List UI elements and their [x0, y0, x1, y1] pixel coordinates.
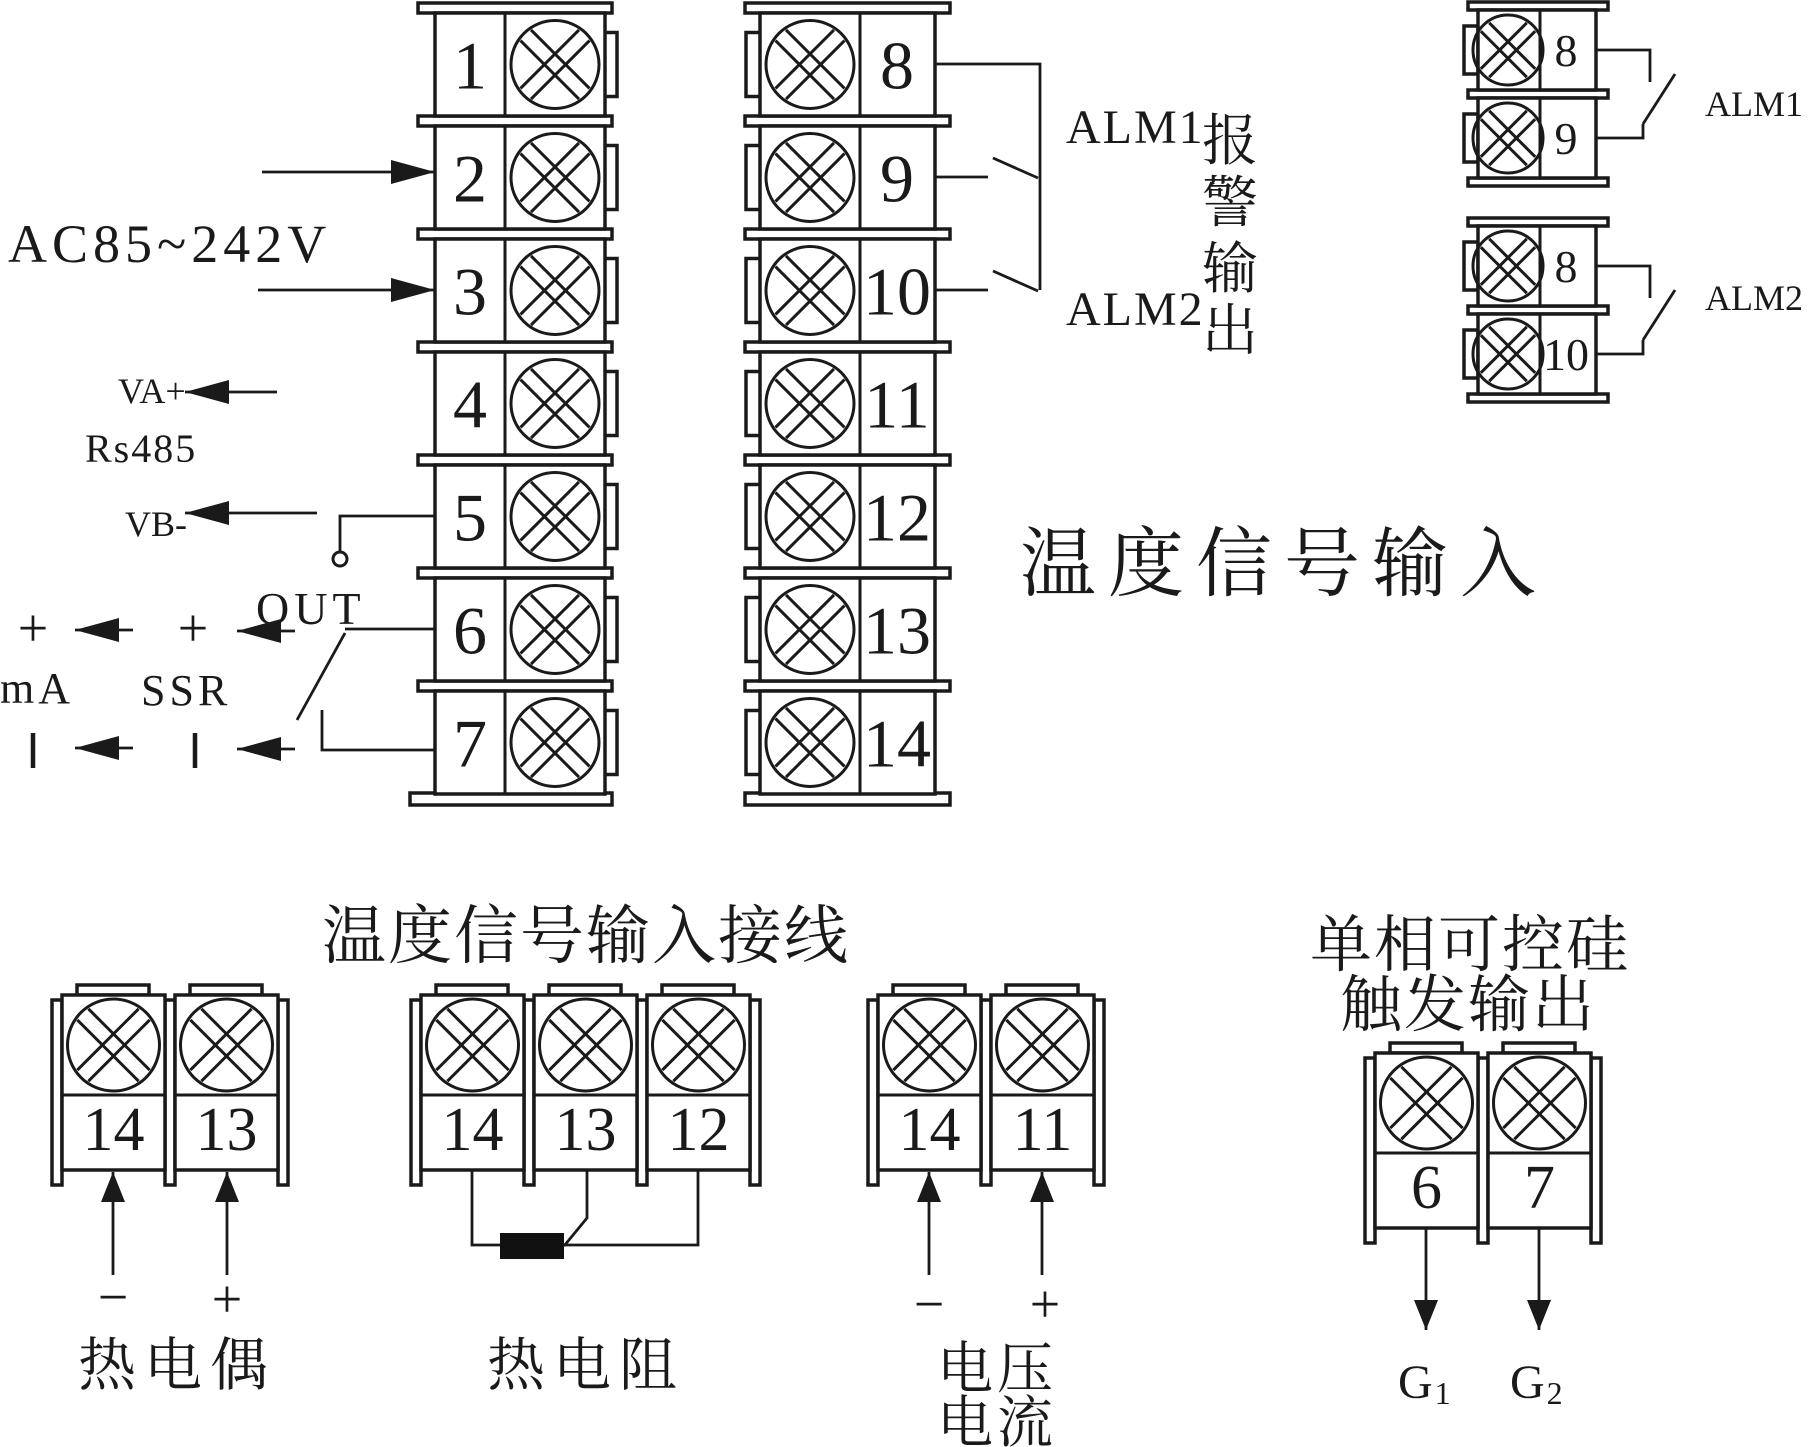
- rtd-label: 热电阻: [487, 1333, 686, 1398]
- alm2-terminal8-stub: [1596, 266, 1650, 298]
- va-label: VA+: [118, 371, 186, 411]
- terminal-number: 8: [880, 27, 914, 104]
- rtd-sensor-element: [500, 1233, 564, 1259]
- terminal-number: 13: [554, 1096, 617, 1164]
- ssr-label: SSR: [141, 666, 232, 715]
- rtd-terminal-block: [411, 985, 760, 1185]
- rtd-wire-13: [564, 1170, 587, 1246]
- terminal-cell: [435, 352, 605, 455]
- terminal-cell: [435, 578, 605, 681]
- g2-label: [1510, 1356, 1565, 1411]
- terminal-number: 10: [863, 253, 931, 330]
- terminal-cell: [760, 578, 935, 681]
- alm1-label: ALM1: [1066, 101, 1205, 154]
- terminal-cell: [421, 995, 524, 1170]
- terminal-cell: [1473, 226, 1596, 306]
- terminal-number: 14: [82, 1096, 145, 1164]
- terminal-number: 11: [1012, 1096, 1073, 1164]
- ma-label: mA: [0, 664, 74, 713]
- terminal-cell: [1375, 1053, 1478, 1228]
- out-switch-blade: [297, 633, 345, 720]
- alm1-terminal9-stub: [1596, 124, 1643, 138]
- alarm1-terminal-block: [1464, 2, 1608, 186]
- alarm-vertical-char1: 报: [1202, 111, 1262, 173]
- alarm-vertical-char2: 警: [1202, 173, 1262, 235]
- alarm-vertical-char3: 输: [1202, 239, 1262, 301]
- terminal-number: 4: [453, 366, 487, 443]
- vc-plus-sign: +: [1029, 1274, 1061, 1334]
- rtd-wire-12: [564, 1170, 698, 1245]
- terminal-cell: [1473, 314, 1596, 394]
- terminal-number: 2: [453, 140, 487, 217]
- alm2-label: ALM2: [1066, 283, 1205, 336]
- alm2-contact-blade: [1643, 290, 1675, 340]
- terminal-cell: [534, 995, 637, 1170]
- out-common-wire: [340, 516, 435, 552]
- terminal-number: 3: [453, 253, 487, 330]
- g2-sub: 2: [1546, 1375, 1565, 1411]
- terminal-cell: [435, 465, 605, 568]
- out-label: OUT: [256, 583, 366, 634]
- terminal7-wire: [322, 710, 435, 750]
- terminal-cell: [878, 995, 981, 1170]
- terminal-cell: [62, 995, 165, 1170]
- alm1-contact-blade: [1643, 74, 1675, 124]
- voltage-current-terminal-block: [868, 985, 1104, 1185]
- bottom-section-title: 温度信号输入接线: [322, 901, 850, 972]
- current-label: 电流: [937, 1393, 1057, 1447]
- terminal-number: 7: [453, 705, 487, 782]
- terminal-number: 12: [863, 479, 931, 556]
- rs485-label: Rs485: [85, 426, 198, 471]
- terminal-number: 9: [1554, 113, 1578, 164]
- terminal-cell: [760, 465, 935, 568]
- terminal-number: 1: [453, 27, 487, 104]
- g2-base: G: [1510, 1356, 1547, 1409]
- tc-plus-sign: +: [211, 1269, 243, 1329]
- scr-title-line1: 单相可控硅: [1310, 912, 1631, 980]
- alm1-small-label: ALM1: [1705, 84, 1803, 124]
- terminal-number: 12: [667, 1096, 730, 1164]
- thermocouple-terminal-block: [52, 985, 288, 1185]
- terminal-cell: [435, 691, 605, 794]
- g1-label: [1398, 1356, 1453, 1411]
- terminal-number: 8: [1554, 25, 1578, 76]
- scr-title-line2: 触发输出: [1340, 972, 1597, 1040]
- terminal-number: 11: [864, 366, 930, 443]
- terminal-cell: [1473, 10, 1596, 90]
- terminal-number: 13: [195, 1096, 258, 1164]
- terminal-number: 6: [1411, 1154, 1442, 1222]
- alm1-switch-blade: [993, 158, 1038, 178]
- terminal-number: 14: [441, 1096, 504, 1164]
- terminal-number: 14: [863, 705, 931, 782]
- terminal-cell: [435, 13, 605, 116]
- terminal-cell: [760, 239, 935, 342]
- terminal-number: 14: [898, 1096, 961, 1164]
- terminal-cell: [760, 691, 935, 794]
- out-contact-circle: [333, 552, 347, 566]
- alm2-terminal10-stub: [1596, 340, 1643, 354]
- scr-terminal-block: [1365, 1043, 1601, 1243]
- terminal-column-8-14: [745, 3, 950, 805]
- terminal-number: 10: [1543, 329, 1589, 380]
- rtd-wire-14: [472, 1170, 500, 1245]
- ssr-plus-sign: +: [177, 598, 209, 658]
- alm2-switch-blade: [993, 271, 1038, 291]
- terminal-cell: [435, 126, 605, 229]
- vc-minus-sign: −: [913, 1274, 945, 1334]
- terminal-number: 7: [1524, 1154, 1555, 1222]
- tc-minus-sign: −: [97, 1267, 129, 1327]
- vb-label: VB-: [125, 504, 187, 544]
- g1-base: G: [1398, 1356, 1435, 1409]
- terminal-column-1-7: [410, 3, 617, 805]
- terminal-number: 9: [880, 140, 914, 217]
- g1-sub: 1: [1434, 1375, 1453, 1411]
- terminal-cell: [175, 995, 278, 1170]
- terminal-cell: [760, 13, 935, 116]
- alm1-terminal8-stub: [1596, 50, 1650, 82]
- terminal-cell: [760, 126, 935, 229]
- terminal-number: 8: [1554, 241, 1578, 292]
- terminal-cell: [1473, 98, 1596, 178]
- terminal-cell: [647, 995, 750, 1170]
- temp-input-label: 温度信号输入: [1020, 523, 1548, 607]
- alarm2-terminal-block: [1464, 218, 1608, 402]
- alm2-small-label: ALM2: [1705, 278, 1803, 318]
- terminal-number: 5: [453, 479, 487, 556]
- thermocouple-label: 热电偶: [78, 1333, 277, 1398]
- terminal-number: 13: [863, 592, 931, 669]
- voltage-label: 电压: [937, 1339, 1057, 1401]
- terminal-cell: [435, 239, 605, 342]
- terminal-cell: [1488, 1053, 1591, 1228]
- terminal-cell: [991, 995, 1094, 1170]
- terminal-cell: [760, 352, 935, 455]
- power-label: AC85~242V: [8, 214, 332, 274]
- alarm-vertical-char4: 出: [1202, 301, 1262, 363]
- ma-plus-sign: +: [17, 598, 49, 658]
- terminal-number: 6: [453, 592, 487, 669]
